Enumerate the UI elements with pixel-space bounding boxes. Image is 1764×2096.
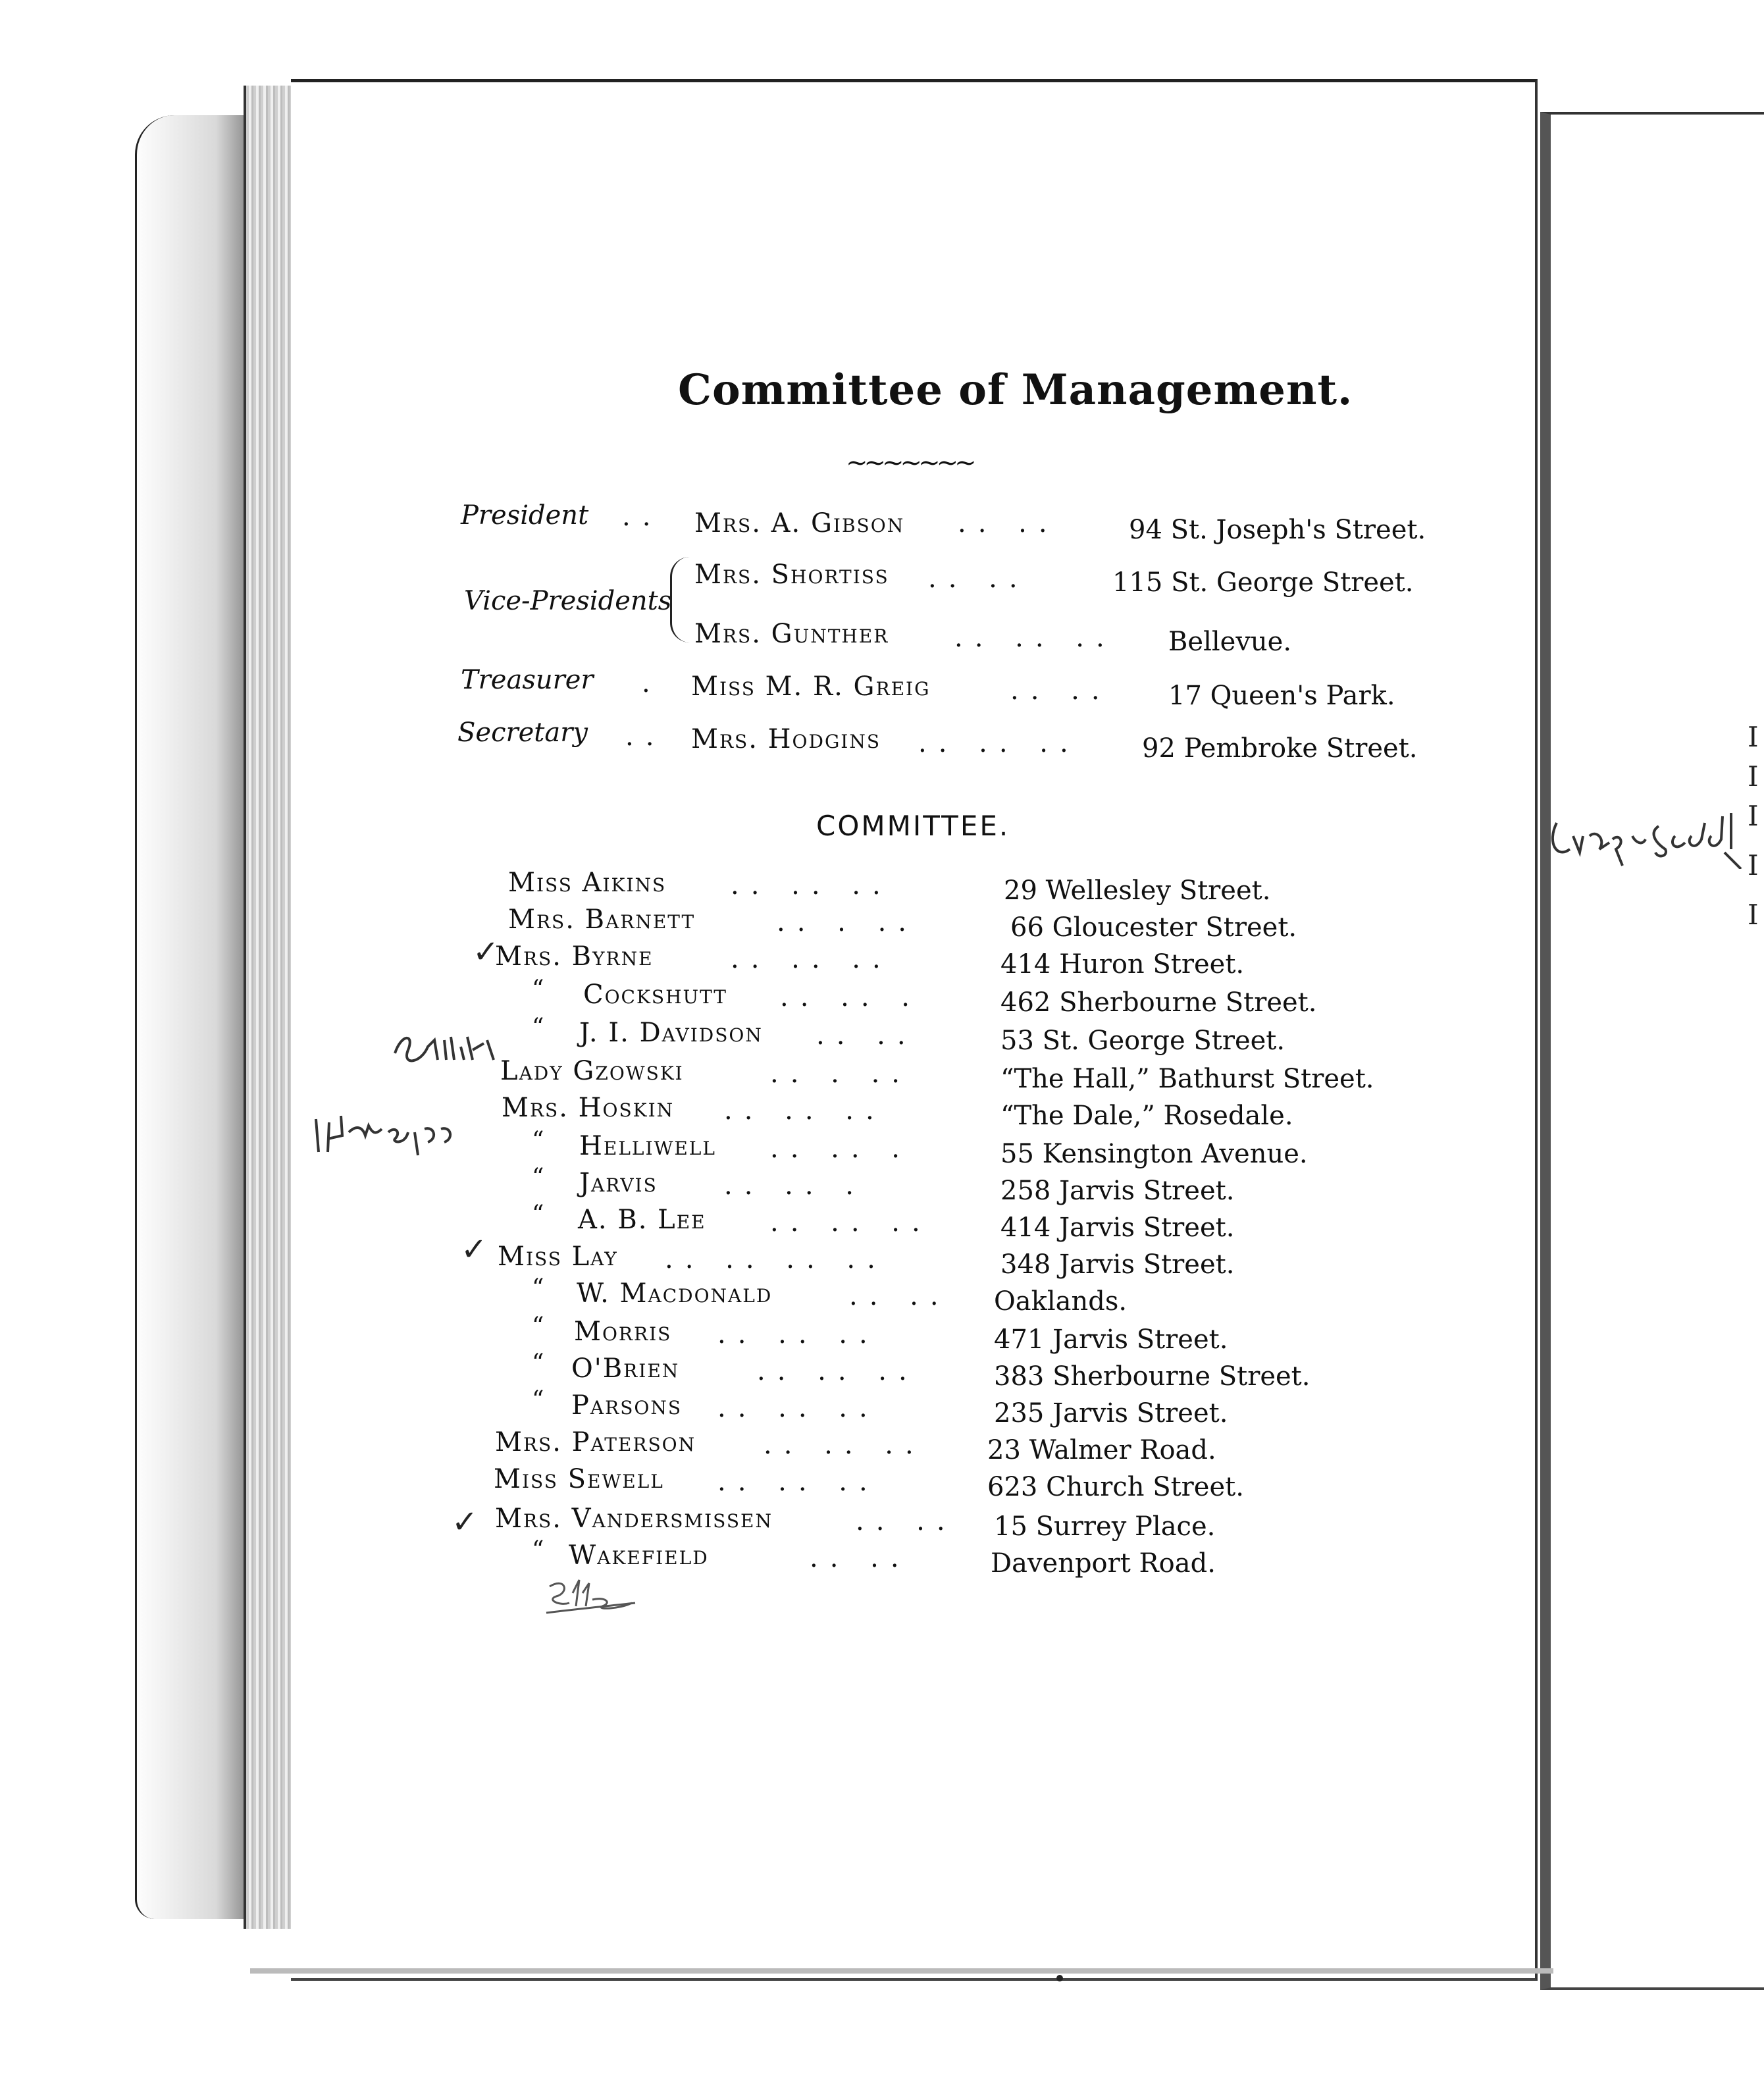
member-address: 23 Walmer Road.	[987, 1435, 1216, 1465]
handwritten-annotation	[388, 1027, 507, 1073]
officer-name: Mrs. Hodgins	[691, 724, 881, 754]
leader-dots: .. . ..	[777, 907, 919, 937]
leader-dots: .. ..	[856, 1506, 957, 1536]
leader-dots: ..	[625, 721, 666, 752]
leader-dots: .. .. ..	[954, 623, 1116, 653]
member-name: O'Brien	[571, 1353, 680, 1384]
facing-page-letter: I	[1748, 849, 1759, 881]
ditto-mark: “	[532, 1201, 544, 1228]
facing-page-letter: I	[1748, 899, 1759, 931]
member-name: Miss Aikins	[508, 868, 667, 898]
member-name: Mrs. Hoskin	[502, 1093, 675, 1123]
member-name: W. Macdonald	[577, 1278, 773, 1309]
member-name: Lady Gzowski	[500, 1056, 684, 1086]
member-name: Morris	[574, 1317, 672, 1347]
section-title: COMMITTEE.	[816, 810, 1010, 842]
member-address: 53 St. George Street.	[1000, 1026, 1285, 1056]
officer-role: Treasurer	[461, 665, 594, 695]
leader-dots: .. .. ..	[918, 728, 1080, 758]
member-name: Miss Lay	[498, 1242, 618, 1272]
handwritten-check-mark: ✓	[461, 1231, 488, 1268]
member-address: 258 Jarvis Street.	[1000, 1176, 1235, 1206]
leader-dots: .. ..	[928, 563, 1029, 594]
member-address: Oaklands.	[994, 1286, 1128, 1317]
leader-dots: .. ..	[810, 1543, 911, 1573]
page-title: Committee of Management.	[678, 365, 1353, 415]
member-address: 383 Sherbourne Street.	[994, 1361, 1310, 1392]
page-bottom-edge	[250, 1968, 1553, 1974]
leader-dots: .. .. ..	[757, 1356, 919, 1386]
member-address: 55 Kensington Avenue.	[1000, 1139, 1308, 1169]
member-address: 414 Jarvis Street.	[1000, 1213, 1235, 1243]
handwritten-annotation	[540, 1573, 645, 1626]
leader-dots: .. .. ..	[770, 1207, 932, 1238]
member-name: Mrs. Byrne	[495, 941, 654, 972]
member-address: 348 Jarvis Street.	[1000, 1249, 1235, 1280]
officer-address: 94 St. Joseph's Street.	[1129, 515, 1426, 545]
member-name: Helliwell	[579, 1131, 716, 1161]
leader-dots: .. . ..	[770, 1059, 912, 1089]
officer-address: 92 Pembroke Street.	[1142, 733, 1418, 764]
member-address: 235 Jarvis Street.	[994, 1398, 1228, 1428]
member-address: 623 Church Street.	[987, 1472, 1244, 1502]
member-address: 471 Jarvis Street.	[994, 1324, 1228, 1355]
member-name: Cockshutt	[583, 980, 727, 1010]
handwritten-annotation	[309, 1106, 474, 1159]
ditto-mark: “	[532, 1349, 544, 1376]
officer-address: Bellevue.	[1168, 627, 1292, 657]
leader-dots: .. ..	[958, 508, 1059, 538]
leader-dots: .	[642, 668, 662, 698]
leader-dots: .. ..	[1010, 675, 1112, 706]
leader-dots: .. .. .	[780, 982, 922, 1012]
member-name: Mrs. Barnett	[508, 904, 696, 935]
officer-name: Miss M. R. Greig	[691, 671, 931, 702]
leader-dots: .. .. ..	[717, 1393, 879, 1423]
leader-dots: .. .. ..	[731, 870, 893, 901]
leader-dots: .. .. .	[770, 1134, 912, 1164]
member-address: 66 Gloucester Street.	[1010, 912, 1297, 943]
facing-page-letter: I	[1748, 721, 1759, 753]
handwritten-check-mark: ✓	[473, 933, 500, 970]
member-name: Wakefield	[569, 1540, 709, 1571]
officer-name: Mrs. Gunther	[694, 619, 889, 649]
facing-page	[1540, 112, 1764, 1990]
leader-dots: .. .. .. ..	[665, 1244, 887, 1274]
page-stack-edge	[244, 86, 296, 1929]
officer-name: Mrs. A. Gibson	[694, 508, 905, 538]
officer-address: 115 St. George Street.	[1112, 567, 1414, 598]
officer-address: 17 Queen's Park.	[1168, 681, 1395, 711]
brace	[670, 557, 692, 642]
officer-role: Secretary	[457, 718, 588, 748]
facing-page-letter: I	[1748, 800, 1759, 832]
member-address: 414 Huron Street.	[1000, 949, 1245, 980]
member-name: Miss Sewell	[494, 1464, 664, 1494]
ditto-mark: “	[532, 1536, 544, 1563]
officer-name: Mrs. Shortiss	[694, 560, 889, 590]
leader-dots: .. .. ..	[764, 1430, 925, 1460]
ditto-mark: “	[532, 1386, 544, 1413]
ditto-mark: “	[532, 1014, 544, 1041]
ditto-mark: “	[532, 1274, 544, 1301]
member-name: Mrs. Vandersmissen	[495, 1504, 773, 1534]
leader-dots: .. .. ..	[717, 1467, 879, 1497]
leader-dots: ..	[622, 502, 663, 532]
book-cover-edge	[135, 115, 252, 1919]
leader-dots: .. .. ..	[724, 1095, 886, 1126]
member-address: Davenport Road.	[991, 1548, 1216, 1579]
leader-dots: .. .. ..	[731, 944, 893, 974]
scan-speck	[1056, 1975, 1063, 1981]
member-name: Jarvis	[579, 1168, 658, 1198]
member-name: Mrs. Paterson	[495, 1427, 696, 1457]
member-address: 462 Sherbourne Street.	[1000, 987, 1317, 1018]
officer-role: Vice-Presidents	[464, 586, 672, 616]
facing-page-letter: I	[1748, 760, 1759, 793]
handwritten-check-mark: ✓	[452, 1504, 479, 1540]
member-address: 29 Wellesley Street.	[1004, 876, 1271, 906]
ditto-mark: “	[532, 1164, 544, 1191]
handwritten-annotation	[1544, 803, 1748, 869]
ditto-mark: “	[532, 1127, 544, 1154]
member-name: A. B. Lee	[578, 1205, 706, 1235]
member-name: Parsons	[571, 1390, 683, 1421]
ditto-mark: “	[532, 1313, 544, 1340]
leader-dots: .. .. ..	[717, 1319, 879, 1349]
member-address: “The Dale,” Rosedale.	[1000, 1101, 1293, 1131]
officer-role: President	[461, 500, 589, 531]
member-address: “The Hall,” Bathurst Street.	[1000, 1064, 1374, 1094]
leader-dots: .. .. .	[724, 1170, 866, 1201]
ditto-mark: “	[532, 976, 544, 1003]
member-address: 15 Surrey Place.	[994, 1511, 1216, 1542]
title-ornament: ~~~~~~~	[846, 448, 973, 478]
leader-dots: .. ..	[816, 1020, 918, 1051]
member-name: J. I. Davidson	[579, 1018, 763, 1048]
leader-dots: .. ..	[849, 1281, 950, 1311]
